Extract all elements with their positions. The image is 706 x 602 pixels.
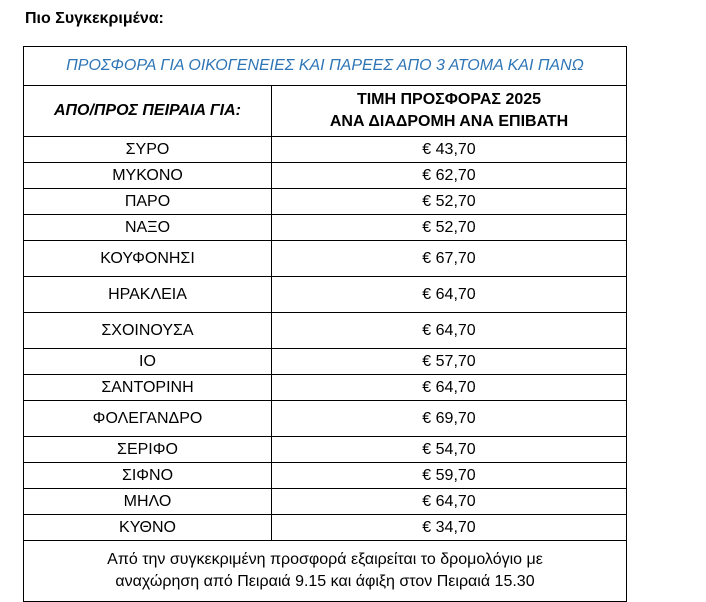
offer-price-table <box>23 46 627 602</box>
price-header-line1: ΤΙΜΗ ΠΡΟΣΦΟΡΑΣ 2025 <box>356 91 542 108</box>
destination-cell: ΠΑΡΟ <box>24 189 272 215</box>
price-cell: € 64,70 <box>272 277 627 313</box>
table-row <box>24 463 627 489</box>
destination-cell: ΜΥΚΟΝΟ <box>24 163 272 189</box>
destination-cell: ΜΗΛΟ <box>24 489 272 515</box>
destination-cell: ΗΡΑΚΛΕΙΑ <box>24 277 272 313</box>
table-row <box>24 489 627 515</box>
exception-note-row <box>24 541 627 602</box>
destination-cell: ΚΟΥΦΟΝΗΣΙ <box>24 241 272 277</box>
table-row <box>24 137 627 163</box>
price-cell: € 52,70 <box>272 215 627 241</box>
destination-cell: ΣΥΡΟ <box>24 137 272 163</box>
destination-cell: ΦΟΛΕΓΑΝΔΡΟ <box>24 401 272 437</box>
destination-cell: ΣΕΡΙΦΟ <box>24 437 272 463</box>
price-cell: € 64,70 <box>272 375 627 401</box>
table-row <box>24 215 627 241</box>
table-row <box>24 241 627 277</box>
price-cell: € 57,70 <box>272 349 627 375</box>
price-column-header <box>272 86 627 137</box>
table-row <box>24 313 627 349</box>
destination-cell: ΣΧΟΙΝΟΥΣΑ <box>24 313 272 349</box>
table-row <box>24 163 627 189</box>
destination-cell: ΣΑΝΤΟΡΙΝΗ <box>24 375 272 401</box>
exception-note-line1: Από την συγκεκριμένη προσφορά εξαιρείται το δρομολόγιο με <box>107 551 543 568</box>
table-row <box>24 515 627 541</box>
offer-banner-row <box>24 47 627 86</box>
price-cell: € 54,70 <box>272 437 627 463</box>
section-heading: Πιο Συγκεκριμένα: <box>25 10 164 27</box>
price-cell: € 67,70 <box>272 241 627 277</box>
destination-cell: ΙΟ <box>24 349 272 375</box>
offer-banner: ΠΡΟΣΦΟΡΑ ΓΙΑ ΟΙΚΟΓΕΝΕΙΕΣ ΚΑΙ ΠΑΡΕΕΣ ΑΠΟ 3 ΑΤΟΜΑ ΚΑΙ ΠΑΝΩ <box>24 47 627 86</box>
table-row <box>24 375 627 401</box>
table-row <box>24 437 627 463</box>
price-cell: € 64,70 <box>272 489 627 515</box>
price-cell: € 69,70 <box>272 401 627 437</box>
exception-note-line2: αναχώρηση από Πειραιά 9.15 και άφιξη στον Πειραιά 15.30 <box>115 573 535 590</box>
destination-cell: ΝΑΞΟ <box>24 215 272 241</box>
price-cell: € 34,70 <box>272 515 627 541</box>
destination-column-header: ΑΠΟ/ΠΡΟΣ ΠΕΙΡΑΙΑ ΓΙΑ: <box>24 86 272 137</box>
price-cell: € 62,70 <box>272 163 627 189</box>
table-header-row <box>24 86 627 137</box>
table-row <box>24 189 627 215</box>
table-row <box>24 277 627 313</box>
price-cell: € 59,70 <box>272 463 627 489</box>
price-cell: € 52,70 <box>272 189 627 215</box>
price-header-line2: ΑΝΑ ΔΙΑΔΡΟΜΗ ΑΝΑ ΕΠΙΒΑΤΗ <box>329 113 569 130</box>
destination-cell: ΣΙΦΝΟ <box>24 463 272 489</box>
price-cell: € 43,70 <box>272 137 627 163</box>
table-row <box>24 349 627 375</box>
exception-note <box>24 541 627 602</box>
price-cell: € 64,70 <box>272 313 627 349</box>
table-row <box>24 401 627 437</box>
destination-cell: ΚΥΘΝΟ <box>24 515 272 541</box>
